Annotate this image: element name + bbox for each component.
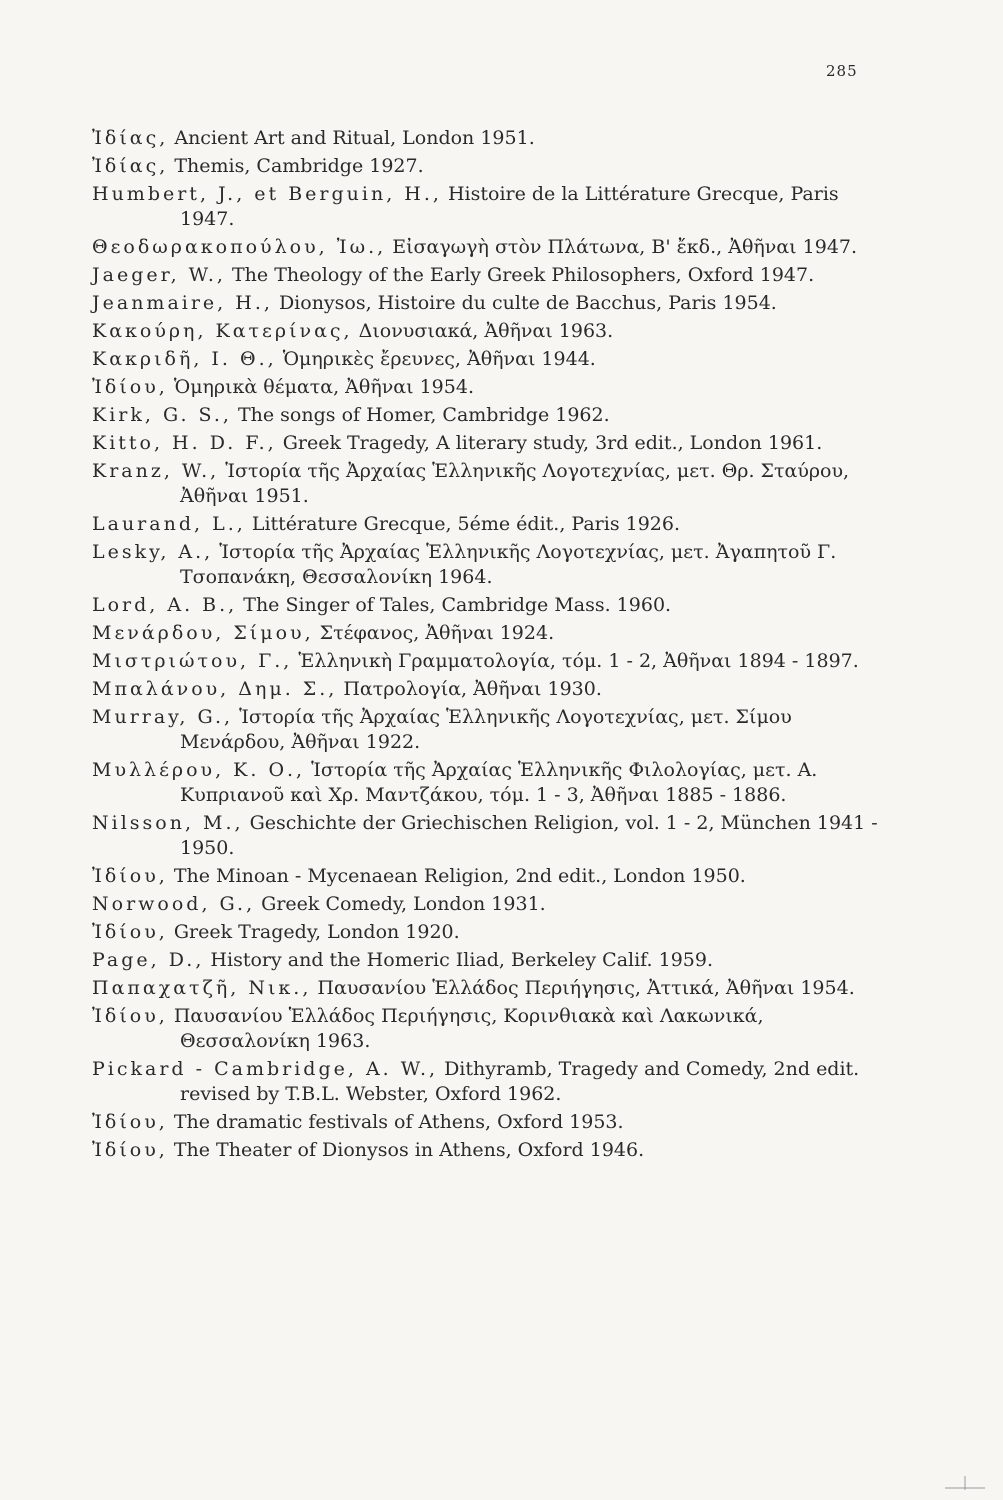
entry-text: The Theology of the Early Greek Philosophers, Oxford 1947. bbox=[225, 264, 815, 286]
bibliography-entry bbox=[92, 347, 892, 372]
entry-text: Dithyramb, Tragedy and Comedy, 2nd edit. revised by T.B.L. Webster, Oxford 1962. bbox=[180, 1058, 860, 1105]
bibliography-entry bbox=[92, 976, 892, 1001]
entry-author: Ἰδίου, bbox=[92, 376, 168, 398]
entry-text: Geschichte der Griechischen Religion, vol. 1 - 2, München 1941 - 1950. bbox=[180, 812, 878, 859]
entry-text: Ἱστορία τῆς Ἀρχαίας Ἑλληνικῆς Φιλολογίας, μετ. Α. Κυπριανοῦ καὶ Χρ. Μαντζάκου, τόμ. 1 - 3, Ἀθῆναι 1885 - 1886. bbox=[180, 759, 818, 806]
bibliography-entry bbox=[92, 677, 892, 702]
entry-author: Norwood, G., bbox=[92, 893, 256, 915]
entry-text: Στέφανος, Ἀθῆναι 1924. bbox=[313, 622, 555, 644]
entry-text: Ὁμηρικὰ θέματα, Ἀθῆναι 1954. bbox=[167, 376, 474, 398]
entry-author: Ἰδίου, bbox=[92, 1005, 168, 1027]
entry-author: Ἰδίου, bbox=[92, 1111, 168, 1133]
bibliography-entry bbox=[92, 948, 892, 973]
entry-text: Ancient Art and Ritual, London 1951. bbox=[168, 127, 535, 149]
bibliography-entry bbox=[92, 705, 892, 755]
entry-author: Jeanmaire, H., bbox=[92, 292, 273, 314]
bibliography-entry bbox=[92, 621, 892, 646]
entry-text: Διονυσιακά, Ἀθῆναι 1963. bbox=[352, 320, 614, 342]
bibliography-entry bbox=[92, 892, 892, 917]
entry-text: Greek Comedy, London 1931. bbox=[255, 893, 546, 915]
bibliography-entry bbox=[92, 811, 892, 861]
entry-text: The dramatic festivals of Athens, Oxford 1953. bbox=[167, 1111, 624, 1133]
entry-author: Jaeger, W., bbox=[92, 264, 226, 286]
bibliography-entry bbox=[92, 593, 892, 618]
entry-author: Θεοδωρακοπούλου, Ἰω., bbox=[92, 236, 387, 258]
bibliography-list bbox=[92, 126, 892, 1166]
entry-author: Pickard - Cambridge, A. W., bbox=[92, 1058, 439, 1080]
entry-text: Greek Tragedy, London 1920. bbox=[167, 921, 460, 943]
entry-text: The Theater of Dionysos in Athens, Oxford 1946. bbox=[167, 1139, 645, 1161]
bibliography-entry bbox=[92, 126, 892, 151]
bibliography-entry bbox=[92, 864, 892, 889]
entry-text: Παυσανίου Ἑλλάδος Περιήγησις, Ἀττικά, Ἀθῆναι 1954. bbox=[311, 977, 855, 999]
bibliography-entry bbox=[92, 1004, 892, 1054]
entry-text: Histoire de la Littérature Grecque, Paris 1947. bbox=[180, 183, 839, 230]
entry-text: Ἱστορία τῆς Ἀρχαίας Ἑλληνικῆς Λογοτεχνίας, μετ. Σίμου Μενάρδου, Ἀθῆναι 1922. bbox=[180, 706, 792, 753]
bibliography-entry bbox=[92, 920, 892, 945]
entry-author: Lesky, A., bbox=[92, 541, 214, 563]
entry-author: Ἰδίας, bbox=[92, 155, 169, 177]
entry-author: Ἰδίου, bbox=[92, 921, 168, 943]
entry-text: The Minoan - Mycenaean Religion, 2nd edit., London 1950. bbox=[167, 865, 746, 887]
entry-author: Κακούρη, Κατερίνας, bbox=[92, 320, 353, 342]
page-number: 285 bbox=[826, 62, 858, 80]
bibliography-entry bbox=[92, 154, 892, 179]
entry-text: History and the Homeric Iliad, Berkeley Calif. 1959. bbox=[204, 949, 714, 971]
bibliography-entry bbox=[92, 512, 892, 537]
bibliography-entry bbox=[92, 263, 892, 288]
bibliography-entry bbox=[92, 649, 892, 674]
entry-author: Ἰδίας, bbox=[92, 127, 169, 149]
bibliography-entry bbox=[92, 1057, 892, 1107]
bibliography-entry bbox=[92, 375, 892, 400]
entry-text: The songs of Homer, Cambridge 1962. bbox=[231, 404, 610, 426]
entry-author: Humbert, J., et Berguin, H., bbox=[92, 183, 442, 205]
entry-author: Ἰδίου, bbox=[92, 1139, 168, 1161]
bibliography-entry bbox=[92, 459, 892, 509]
entry-text: Ἱστορία τῆς Ἀρχαίας Ἑλληνικῆς Λογοτεχνίας, μετ. Ἀγαπητοῦ Γ. Τσοπανάκη, Θεσσαλονίκη 1964. bbox=[180, 541, 837, 588]
entry-text: Ὁμηρικὲς ἔρευνες, Ἀθῆναι 1944. bbox=[276, 348, 596, 370]
entry-text: Πατρολογία, Ἀθῆναι 1930. bbox=[337, 678, 602, 700]
entry-text: Greek Tragedy, A literary study, 3rd edit., London 1961. bbox=[276, 432, 823, 454]
entry-text: Παυσανίου Ἑλλάδος Περιήγησις, Κορινθιακὰ καὶ Λακωνικά, Θεσσαλονίκη 1963. bbox=[167, 1005, 764, 1052]
bibliography-entry bbox=[92, 319, 892, 344]
entry-author: Μυλλέρου, Κ. Ο., bbox=[92, 759, 306, 781]
entry-author: Μπαλάνου, Δημ. Σ., bbox=[92, 678, 338, 700]
entry-author: Kranz, W., bbox=[92, 460, 220, 482]
bibliography-entry bbox=[92, 403, 892, 428]
bibliography-entry bbox=[92, 1138, 892, 1163]
entry-text: The Singer of Tales, Cambridge Mass. 1960. bbox=[237, 594, 672, 616]
entry-author: Kitto, H. D. F., bbox=[92, 432, 277, 454]
bibliography-entry bbox=[92, 182, 892, 232]
entry-author: Παπαχατζῆ, Νικ., bbox=[92, 977, 312, 999]
bibliography-entry bbox=[92, 1110, 892, 1135]
entry-text: Littérature Grecque, 5éme édit., Paris 1926. bbox=[245, 513, 681, 535]
entry-text: Ἑλληνικὴ Γραμματολογία, τόμ. 1 - 2, Ἀθῆναι 1894 - 1897. bbox=[292, 650, 859, 672]
entry-text: Dionysos, Histoire du culte de Bacchus, Paris 1954. bbox=[272, 292, 777, 314]
entry-author: Page, D., bbox=[92, 949, 205, 971]
entry-author: Nilsson, M., bbox=[92, 812, 244, 834]
bibliography-entry bbox=[92, 540, 892, 590]
entry-author: Κακριδῆ, Ι. Θ., bbox=[92, 348, 277, 370]
entry-author: Murray, G., bbox=[92, 706, 234, 728]
entry-text: Εἰσαγωγὴ στὸν Πλάτωνα, Β' ἔκδ., Ἀθῆναι 1947. bbox=[386, 236, 858, 258]
bibliography-entry bbox=[92, 235, 892, 260]
entry-text: Ἱστορία τῆς Ἀρχαίας Ἑλληνικῆς Λογοτεχνίας, μετ. Θρ. Σταύρου, Ἀθῆναι 1951. bbox=[180, 460, 850, 507]
corner-crop-mark bbox=[945, 1476, 985, 1490]
entry-author: Μιστριώτου, Γ., bbox=[92, 650, 293, 672]
entry-author: Laurand, L., bbox=[92, 513, 246, 535]
entry-text: Themis, Cambridge 1927. bbox=[168, 155, 424, 177]
bibliography-entry bbox=[92, 291, 892, 316]
bibliography-entry bbox=[92, 431, 892, 456]
entry-author: Kirk, G. S., bbox=[92, 404, 232, 426]
bibliography-entry bbox=[92, 758, 892, 808]
entry-author: Ἰδίου, bbox=[92, 865, 168, 887]
entry-author: Μενάρδου, Σίμου, bbox=[92, 622, 314, 644]
entry-author: Lord, A. B., bbox=[92, 594, 238, 616]
